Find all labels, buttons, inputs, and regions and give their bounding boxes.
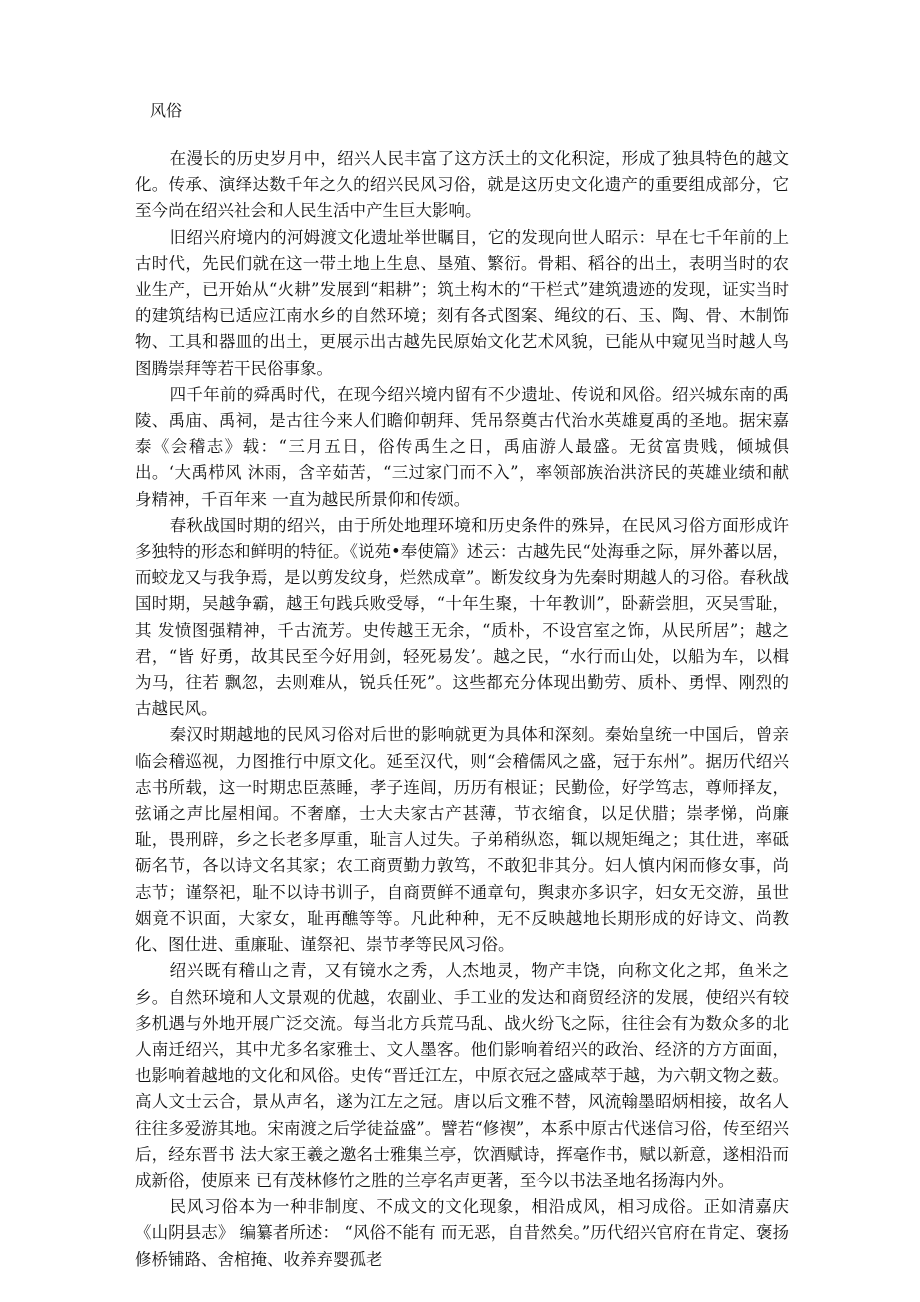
paragraph: 民风习俗本为一种非制度、不成文的文化现象，相沿成风，相习成俗。正如清嘉庆《山阴县志》 编纂者所述： “风俗不能有 而无恶，自昔然矣。”历代绍兴官府在肯定、褒扬修桥铺路、舍棺掩、收养弃婴孤老 [135, 1197, 789, 1269]
document-title: 风俗 [150, 101, 183, 120]
paragraph: 在漫长的历史岁月中，绍兴人民丰富了这方沃土的文化积淀，形成了独具特色的越文化。传承、演绎达数千年之久的绍兴民风习俗，就是这历史文化遗产的重要组成部分，它至今尚在绍兴社会和人民生活中产生巨大影响。 [135, 149, 789, 221]
paragraph: 秦汉时期越地的民风习俗对后世的影响就更为具体和深刻。秦始皇统一中国后，曾亲临会稽巡视，力图推行中原文化。延至汉代，则“会稽儒风之盛，冠于东州”。据历代绍兴志书所载，这一时期忠臣蒸睡，孝子连闾，历历有根证；民勤俭，好学笃志，尊师择友，弦诵之声比屋相闻。不奢靡，士大夫家古产甚薄，节衣缩食，以足伏腊；崇孝悌，尚廉耻，畏刑辟，乡之长老多厚重，耻言人过失。子弟稍纵恣，辄以规矩绳之；其仕进，率砥砺名节，各以诗文名其家；农工商贾勤力敦笃，不敢犯非其分。妇人慎内闲而修女事，尚志节；谨祭祀，耻不以诗书训子，自商贾鲜不通章句，舆隶亦多识字，妇女无交游，虽世姻竟不识面，大家女，耻再醮等等。凡此种种，无不反映越地长期形成的好诗文、尚教化、图仕进、重廉耻、谨祭祀、崇节孝等民风习俗。 [135, 725, 789, 955]
paragraph: 旧绍兴府境内的河姆渡文化遗址举世瞩目，它的发现向世人昭示：早在七千年前的上古时代，先民们就在这一带土地上生息、垦殖、繁衍。骨耜、稻谷的出土，表明当时的农业生产，已开始从“火耕”发展到“耜耕”；筑土构木的“干栏式”建筑遗迹的发现，证实当时的建筑结构已适应江南水乡的自然环境；刻有各式图案、绳纹的石、玉、陶、骨、木制饰物、工具和器皿的出土，更展示出古越先民原始文化艺术风貌，已能从中窥见当时越人鸟图腾崇拜等若干民俗事象。 [135, 227, 789, 378]
paragraph: 四千年前的舜禹时代，在现今绍兴境内留有不少遗址、传说和风俗。绍兴城东南的禹陵、禹庙、禹祠，是古往今来人们瞻仰朝拜、凭吊祭奠古代治水英雄夏禹的圣地。据宋嘉泰《会稽志》载：“三月五日，俗传禹生之日，禹庙游人最盛。无贫富贵贱，倾城俱出。‘大禹栉风 沐雨，含辛茹苦，“三过家门而不入”，率领部族治洪济民的英雄业绩和献身精神，千百年来 一直为越民所景仰和传颂。 [135, 384, 789, 509]
paragraph: 绍兴既有稽山之青，又有镜水之秀，人杰地灵，物产丰饶，向称文化之邦，鱼米之乡。自然环境和人文景观的优越，农副业、手工业的发达和商贸经济的发展，使绍兴有较多机遇与外地开展广泛交流。每当北方兵荒马乱、战火纷飞之际，往往会有为数众多的北人南迁绍兴，其中尤多名家雅士、文人墨客。他们影响着绍兴的政治、经济的方方面面，也影响着越地的文化和风俗。史传“晋迁江左，中原衣冠之盛咸萃于越，为六朝文物之薮。高人文士云合，景从声名，遂为江左之冠。唐以后文雅不替，风流翰墨昭炳相接，故名人往往多爱游其地。宋南渡之后学徒益盛”。譬若“修禊”，本系中原古代迷信习俗，传至绍兴后，经东晋书 法大家王羲之邀名士雅集兰亭，饮酒赋诗，挥毫作书，赋以新意，遂相沿而成新俗，使原来 已有茂林修竹之胜的兰亭名声更著，至今以书法圣地名扬海内外。 [135, 961, 789, 1190]
paragraph: 春秋战国时期的绍兴，由于所处地理环境和历史条件的殊异，在民风习俗方面形成许多独特的形态和鲜明的特征。《说苑•奉使篇》述云：古越先民“处海垂之际，屏外蕃以居，而蛟龙又与我争焉，是以剪发纹身，烂然成章”。断发纹身为先秦时期越人的习俗。春秋战国时期，吴越争霸，越王句践兵败受辱，“十年生聚，十年教训”，卧薪尝胆，灭吴雪耻，其 发愤图强精神，千古流芳。史传越王无余，“质朴，不设宫室之饰，从民所居”；越之君，“皆 好勇，故其民至今好用剑，轻死易发’。越之民，“水行而山处，以船为车，以楫为马，往若 飘忽，去则难从，锐兵任死”。这些都充分体现出勤劳、质朴、勇悍、刚烈的古越民风。 [135, 515, 789, 719]
document-body [135, 146, 789, 1273]
